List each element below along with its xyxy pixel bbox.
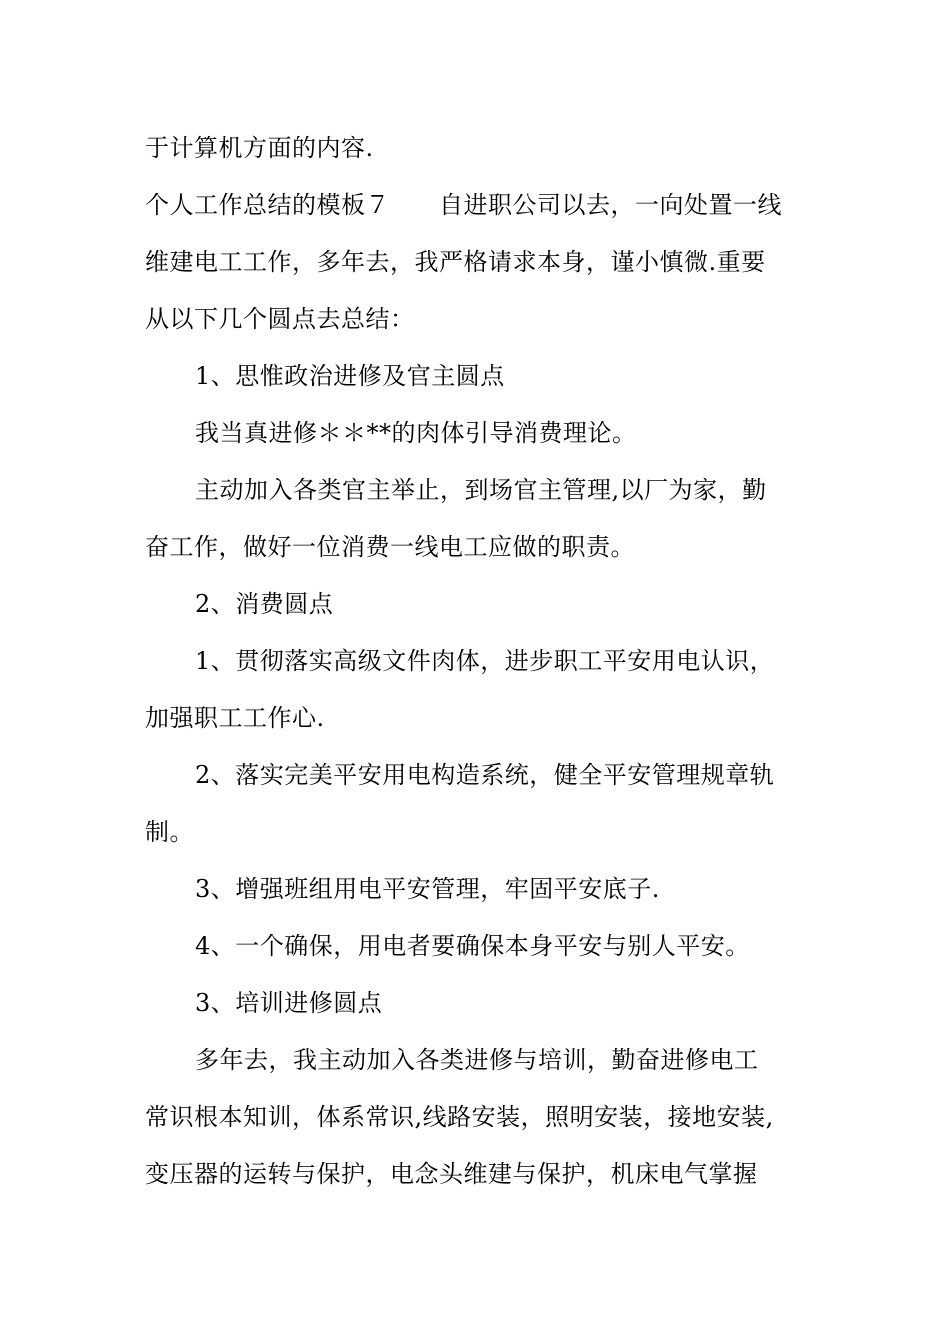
text-line: 变压器的运转与保护，电念头维建与保护，机床电气掌握 [145, 1160, 758, 1188]
document-body [145, 120, 810, 1203]
text-line: 我当真进修＊＊**的肉体引导消费理论。 [195, 419, 637, 447]
list-item: 2、落实完美平安用电构造系统，健全平安管理规章轨 [195, 761, 775, 789]
text-line: 制。 [145, 818, 194, 846]
text-line: 维建电工工作，多年去，我严格请求本身，谨小慎微.重要 [145, 248, 766, 276]
text-line: 主动加入各类官主举止，到场官主管理,以厂为家，勤 [195, 476, 767, 504]
text-line: 加强职工工作心. [145, 704, 325, 732]
text-line: 于计算机方面的内容. [145, 134, 374, 162]
text-line: 多年去，我主动加入各类进修与培训，勤奋进修电工 [195, 1046, 759, 1074]
list-item: 3、增强班组用电平安管理，牢固平安底子. [195, 875, 660, 903]
text-line: 从以下几个圆点去总结： [145, 305, 415, 333]
section-heading: 2、消费圆点 [195, 590, 334, 618]
list-item: 1、贯彻落实高级文件肉体，进步职工平安用电认识， [195, 647, 775, 675]
text-line: 奋工作，做好一位消费一线电工应做的职责。 [145, 533, 635, 561]
text-line: 个人工作总结的模板７ 自进职公司以去，一向处置一线 [145, 191, 782, 219]
text-line: 常识根本知训，体系常识,线路安装，照明安装，接地安装, [145, 1103, 774, 1131]
section-heading: 3、培训进修圆点 [195, 989, 383, 1017]
list-item: 4、一个确保，用电者要确保本身平安与别人平安。 [195, 932, 750, 960]
section-heading: 1、思惟政治进修及官主圆点 [195, 362, 505, 390]
